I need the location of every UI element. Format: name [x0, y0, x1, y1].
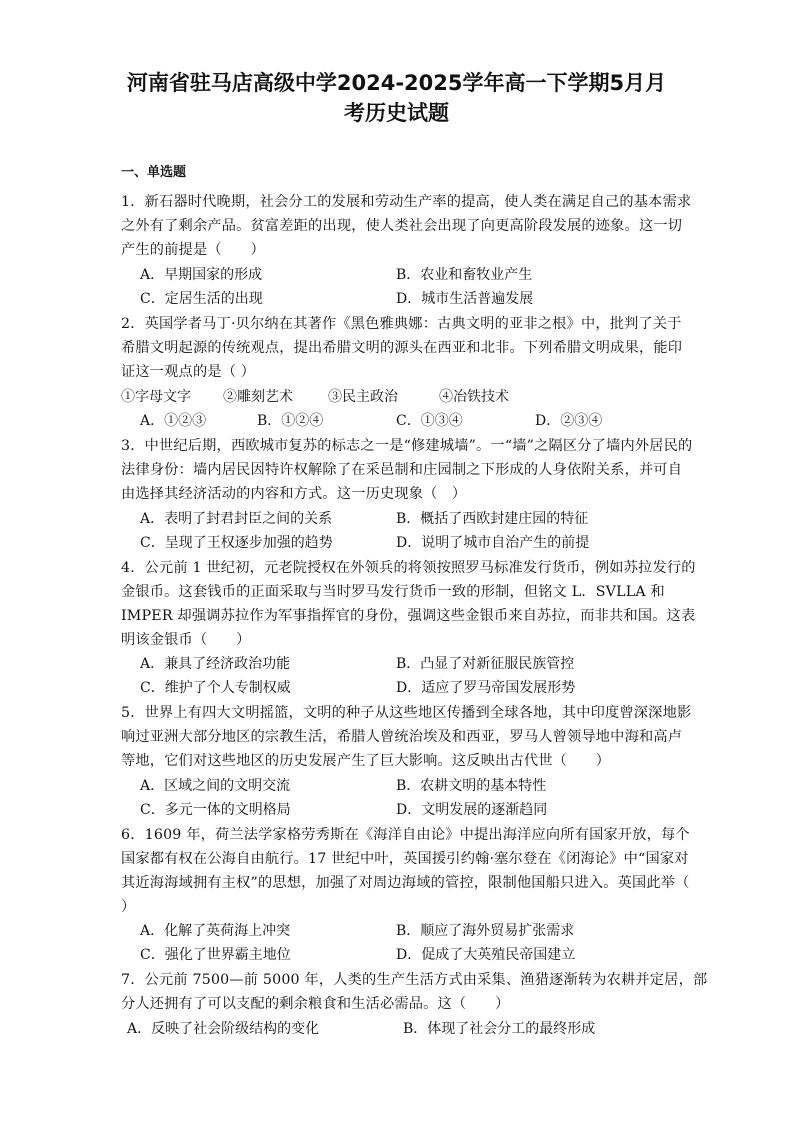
- question-2-option-c[interactable]: C．①③④: [396, 413, 463, 429]
- question-4-option-d[interactable]: D．适应了罗马帝国发展形势: [396, 680, 576, 696]
- page-title-line-2: 考历史试题: [344, 101, 449, 125]
- question-4-line-2: 金银币。这套钱币的正面采取与当时罗马发行货币一致的形制，但铭文 L．SVLLA 和: [121, 584, 665, 600]
- question-5-line-3: 等地，它们对这些地区的历史发展产生了巨大影响。这反映出古代世（ ）: [121, 753, 611, 769]
- question-2-item-1: ①字母文字: [121, 389, 191, 405]
- question-5-option-d[interactable]: D．文明发展的逐渐趋同: [396, 802, 548, 818]
- question-1-line-3: 产生的前提是（ ）: [121, 242, 265, 258]
- question-5-option-c[interactable]: C．多元一体的文明格局: [140, 802, 291, 818]
- question-6-option-b[interactable]: B．顺应了海外贸易扩张需求: [396, 923, 575, 939]
- question-3-option-b[interactable]: B．概括了西欧封建庄园的特征: [396, 511, 589, 527]
- question-7-line-1: 7．公元前 7500—前 5000 年，人类的生产生活方式由采集、渔猎逐渐转为农耕并定居，部: [121, 972, 708, 988]
- question-7-option-b[interactable]: B．体现了社会分工的最终形成: [403, 1021, 596, 1037]
- question-2-line-3: 证这一观点的是（ ）: [121, 364, 256, 380]
- question-1-line-1: 1．新石器时代晚期，社会分工的发展和劳动生产率的提高，使人类在满足自己的基本需求: [121, 194, 692, 210]
- question-1-option-c[interactable]: C．定居生活的出现: [140, 291, 263, 307]
- question-5-option-b[interactable]: B．农耕文明的基本特性: [396, 778, 547, 794]
- question-3-line-3: 由选择其经济活动的内容和方式。这一历史现象（ ）: [121, 486, 467, 502]
- question-6-option-a[interactable]: A．化解了英荷海上冲突: [140, 923, 291, 939]
- question-3-option-d[interactable]: D．说明了城市自治产生的前提: [396, 535, 590, 551]
- question-3-option-c[interactable]: C．呈现了王权逐步加强的趋势: [140, 535, 333, 551]
- question-5-line-2: 响过亚洲大部分地区的宗教生活，希腊人曾统治埃及和西亚，罗马人曾领导地中海和高卢: [121, 729, 683, 745]
- question-2-option-b[interactable]: B．①②④: [257, 413, 324, 429]
- question-2-line-1: 2．英国学者马丁·贝尔纳在其著作《黑色雅典娜：古典文明的亚非之根》中，批判了关于: [121, 316, 682, 332]
- question-6-line-3: 其近海海域拥有主权”的思想，加强了对周边海域的管控，限制他国船只进入。英国此举（: [121, 875, 690, 891]
- question-4-line-4: 明该金银币（ ）: [121, 632, 251, 648]
- question-3-line-1: 3．中世纪后期，西欧城市复苏的标志之一是“修建城墙”。一“墙”之隔区分了墙内外居民的: [121, 438, 693, 454]
- question-2-item-4: ④冶铁技术: [439, 389, 509, 405]
- question-4-option-a[interactable]: A．兼具了经济政治功能: [140, 656, 291, 672]
- question-4-line-1: 4．公元前 1 世纪初，元老院授权在外领兵的将领按照罗马标准发行货币，例如苏拉发行的: [121, 560, 696, 576]
- question-2-line-2: 希腊文明起源的传统观点，提出希腊文明的源头在西亚和北非。下列希腊文明成果，能印: [121, 340, 683, 356]
- question-4-option-b[interactable]: B．凸显了对新征服民族管控: [396, 656, 575, 672]
- question-2-item-3: ③民主政治: [328, 389, 398, 405]
- question-7-line-2: 分人还拥有了可以支配的剩余粮食和生活必需品。这（ ）: [121, 996, 510, 1012]
- question-1-option-d[interactable]: D．城市生活普遍发展: [396, 291, 534, 307]
- question-1-option-a[interactable]: A．早期国家的形成: [140, 267, 263, 283]
- question-4-option-c[interactable]: C．维护了个人专制权威: [140, 680, 291, 696]
- question-7-option-a[interactable]: A．反映了社会阶级结构的变化: [127, 1021, 320, 1037]
- question-1-line-2: 之外有了剩余产品。贫富差距的出现，使人类社会出现了向更高阶段发展的迹象。这一切: [121, 218, 683, 234]
- question-2-item-2: ②雕刻艺术: [223, 389, 293, 405]
- question-4-line-3: IMPER 却强调苏拉作为军事指挥官的身份，强调这些金银币来自苏拉，而非共和国。这表: [121, 608, 696, 624]
- question-2-option-a[interactable]: A．①②③: [140, 413, 207, 429]
- question-3-option-a[interactable]: A．表明了封君封臣之间的关系: [140, 511, 333, 527]
- question-6-line-1: 6．1609 年，荷兰法学家格劳秀斯在《海洋自由论》中提出海洋应向所有国家开放，每个: [121, 827, 690, 843]
- question-5-option-a[interactable]: A．区域之间的文明交流: [140, 778, 291, 794]
- question-5-line-1: 5．世界上有四大文明摇篮，文明的种子从这些地区传播到全球各地，其中印度曾深深地影: [121, 705, 692, 721]
- question-6-line-2: 国家都有权在公海自由航行。17 世纪中叶，英国援引约翰·塞尔登在《闭海论》中“国家对: [121, 851, 689, 867]
- question-3-line-2: 法律身份：墙内居民因特许权解除了在采邑制和庄园制之下形成的人身依附关系，并可自: [121, 462, 683, 478]
- question-6-option-d[interactable]: D．促成了大英殖民帝国建立: [396, 947, 576, 963]
- section-heading: 一、单选题: [121, 165, 187, 180]
- question-1-option-b[interactable]: B．农业和畜牧业产生: [396, 267, 533, 283]
- question-6-option-c[interactable]: C．强化了世界霸主地位: [140, 947, 291, 963]
- question-6-line-4: ）: [121, 899, 136, 915]
- question-2-option-d[interactable]: D．②③④: [535, 413, 603, 429]
- page-title-line-1: 河南省驻马店高级中学2024-2025学年高一下学期5月月: [126, 71, 667, 95]
